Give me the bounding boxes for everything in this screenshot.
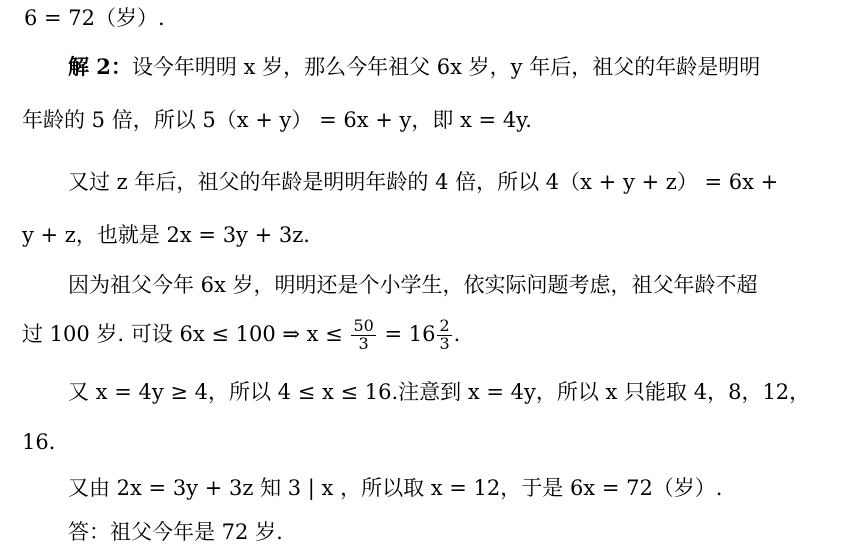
line-text: y + z，也就是 2x = 3y + 3z. <box>22 223 310 247</box>
text-line-9 <box>22 432 55 453</box>
line-text: = 16 <box>377 321 436 346</box>
fraction-50-over-3 <box>351 318 375 353</box>
text-line-4 <box>68 172 778 193</box>
line-text: 年龄的 5 倍，所以 5（x + y） = 6x + y，即 x = 4y. <box>22 108 532 132</box>
fraction-2-over-3 <box>437 318 451 353</box>
text-line-10 <box>68 478 723 499</box>
text-line-1 <box>24 8 165 29</box>
line-text: . <box>453 321 461 346</box>
fraction-denominator: 3 <box>358 333 369 353</box>
line-text: 设今年明明 x 岁，那么今年祖父 6x 岁，y 年后，祖父的年龄是明明 <box>131 55 761 79</box>
line-text: 16. <box>22 430 56 454</box>
text-line-7 <box>22 318 460 353</box>
line-text: 因为祖父今年 6x 岁，明明还是个小学生，依实际问题考虑，祖父年龄不超 <box>68 273 758 297</box>
line-text: 又 x = 4y ≥ 4，所以 4 ≤ x ≤ 16.注意到 x = 4y，所以 x 只能取 4，8，12， <box>68 380 811 404</box>
text-line-8 <box>68 382 810 403</box>
fraction-numerator: 2 <box>439 316 450 335</box>
text-line-11 <box>68 522 283 543</box>
text-line-6 <box>68 275 758 296</box>
line-text: 过 100 岁. 可设 6x ≤ 100 ⇒ x ≤ <box>22 321 350 346</box>
line-text: 答：祖父今年是 72 岁. <box>68 520 283 544</box>
text-line-2 <box>68 56 760 78</box>
fraction-numerator: 50 <box>353 316 374 335</box>
text-line-3 <box>22 110 532 131</box>
fraction-denominator: 3 <box>439 333 450 353</box>
line-text: 又过 z 年后，祖父的年龄是明明年龄的 4 倍，所以 4（x + y + z） = 6x + <box>68 170 779 194</box>
line-text: 又由 2x = 3y + 3z 知 3 | x ，所以取 x = 12，于是 6x = 72（岁）. <box>68 476 723 500</box>
solution-label: 解 2： <box>68 54 132 79</box>
line-text: 6 = 72（岁）. <box>24 6 165 30</box>
text-line-5 <box>22 225 310 246</box>
